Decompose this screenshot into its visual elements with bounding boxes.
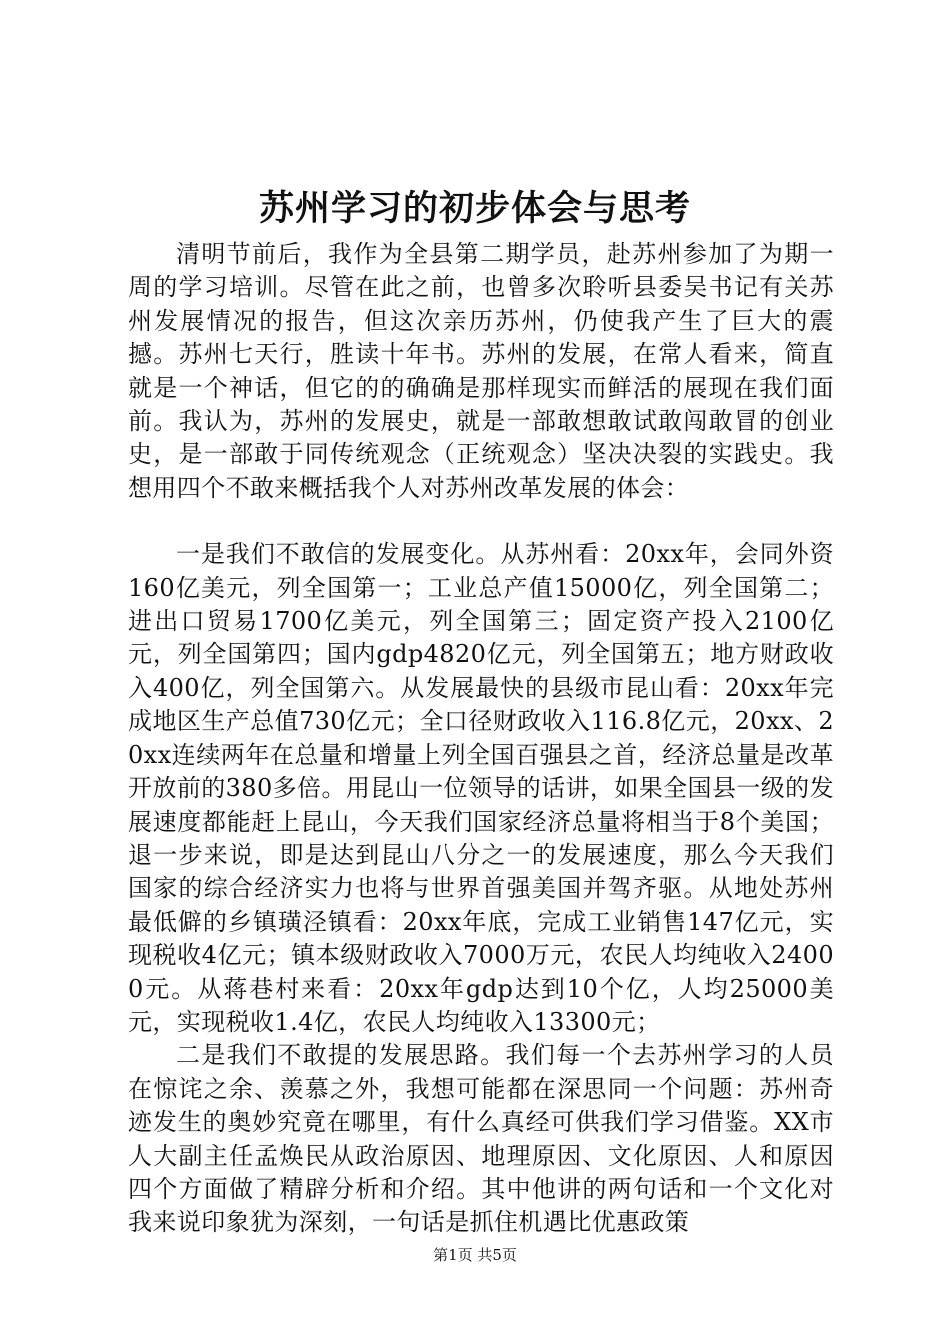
paragraph-gap [128, 505, 834, 538]
document-body [128, 238, 834, 1240]
document-title: 苏州学习的初步体会与思考 [258, 188, 691, 229]
page-footer: 第1页 共5页 [433, 1246, 517, 1264]
paragraph-point-one: 一是我们不敢信的发展变化。从苏州看：20xx年，会同外资160亿美元，列全国第一；工业总产值15000亿，列全国第二；进出口贸易1700亿美元，列全国第三；固定资产投入2100亿元，列全国第四；国内gdp4820亿元，列全国第五；地方财政收入400亿，列全国第六。从发展最快的县级市昆山看：20xx年完成地区生产总值730亿元；全口径财政收入116.8亿元，20xx、20xx连续两年在总量和增量上列全国百强县之首，经济总量是改革开放前的380多倍。用昆山一位领导的话讲，如果全国县一级的发展速度都能赶上昆山，今天我们国家经济总量将相当于8个美国；退一步来说，即是达到昆山八分之一的发展速度，那么今天我们国家的综合经济实力也将与世界首强美国并驾齐驱。从地处苏州最低僻的乡镇璜泾镇看：20xx年底，完成工业销售147亿元，实现税收4亿元；镇本级财政收入7000万元，农民人均纯收入24000元。从蒋巷村来看：20xx年gdp达到10个亿，人均25000美元，实现税收1.4亿，农民人均纯收入13300元； [128, 540, 834, 1036]
paragraph-point-two: 二是我们不敢提的发展思路。我们每一个去苏州学习的人员在惊诧之余、羡慕之外，我想可能都在深思同一个问题：苏州奇迹发生的奥妙究竟在哪里，有什么真经可供我们学习借鉴。XX市人大副主任孟焕民从政治原因、地理原因、文化原因、人和原因四个方面做了精辟分析和介绍。其中他讲的两句话和一个文化对我来说印象犹为深刻，一句话是抓住机遇比优惠政策 [128, 1041, 834, 1237]
paragraph-intro: 清明节前后，我作为全县第二期学员，赴苏州参加了为期一周的学习培训。尽管在此之前，也曾多次聆听县委吴书记有关苏州发展情况的报告，但这次亲历苏州，仍使我产生了巨大的震撼。苏州七天行，胜读十年书。苏州的发展，在常人看来，简直就是一个神话，但它的的确确是那样现实而鲜活的展现在我们面前。我认为，苏州的发展史，就是一部敢想敢试敢闯敢冒的创业史，是一部敢于同传统观念（正统观念）坚决决裂的实践史。我想用四个不敢来概括我个人对苏州改革发展的体会： [128, 240, 834, 502]
